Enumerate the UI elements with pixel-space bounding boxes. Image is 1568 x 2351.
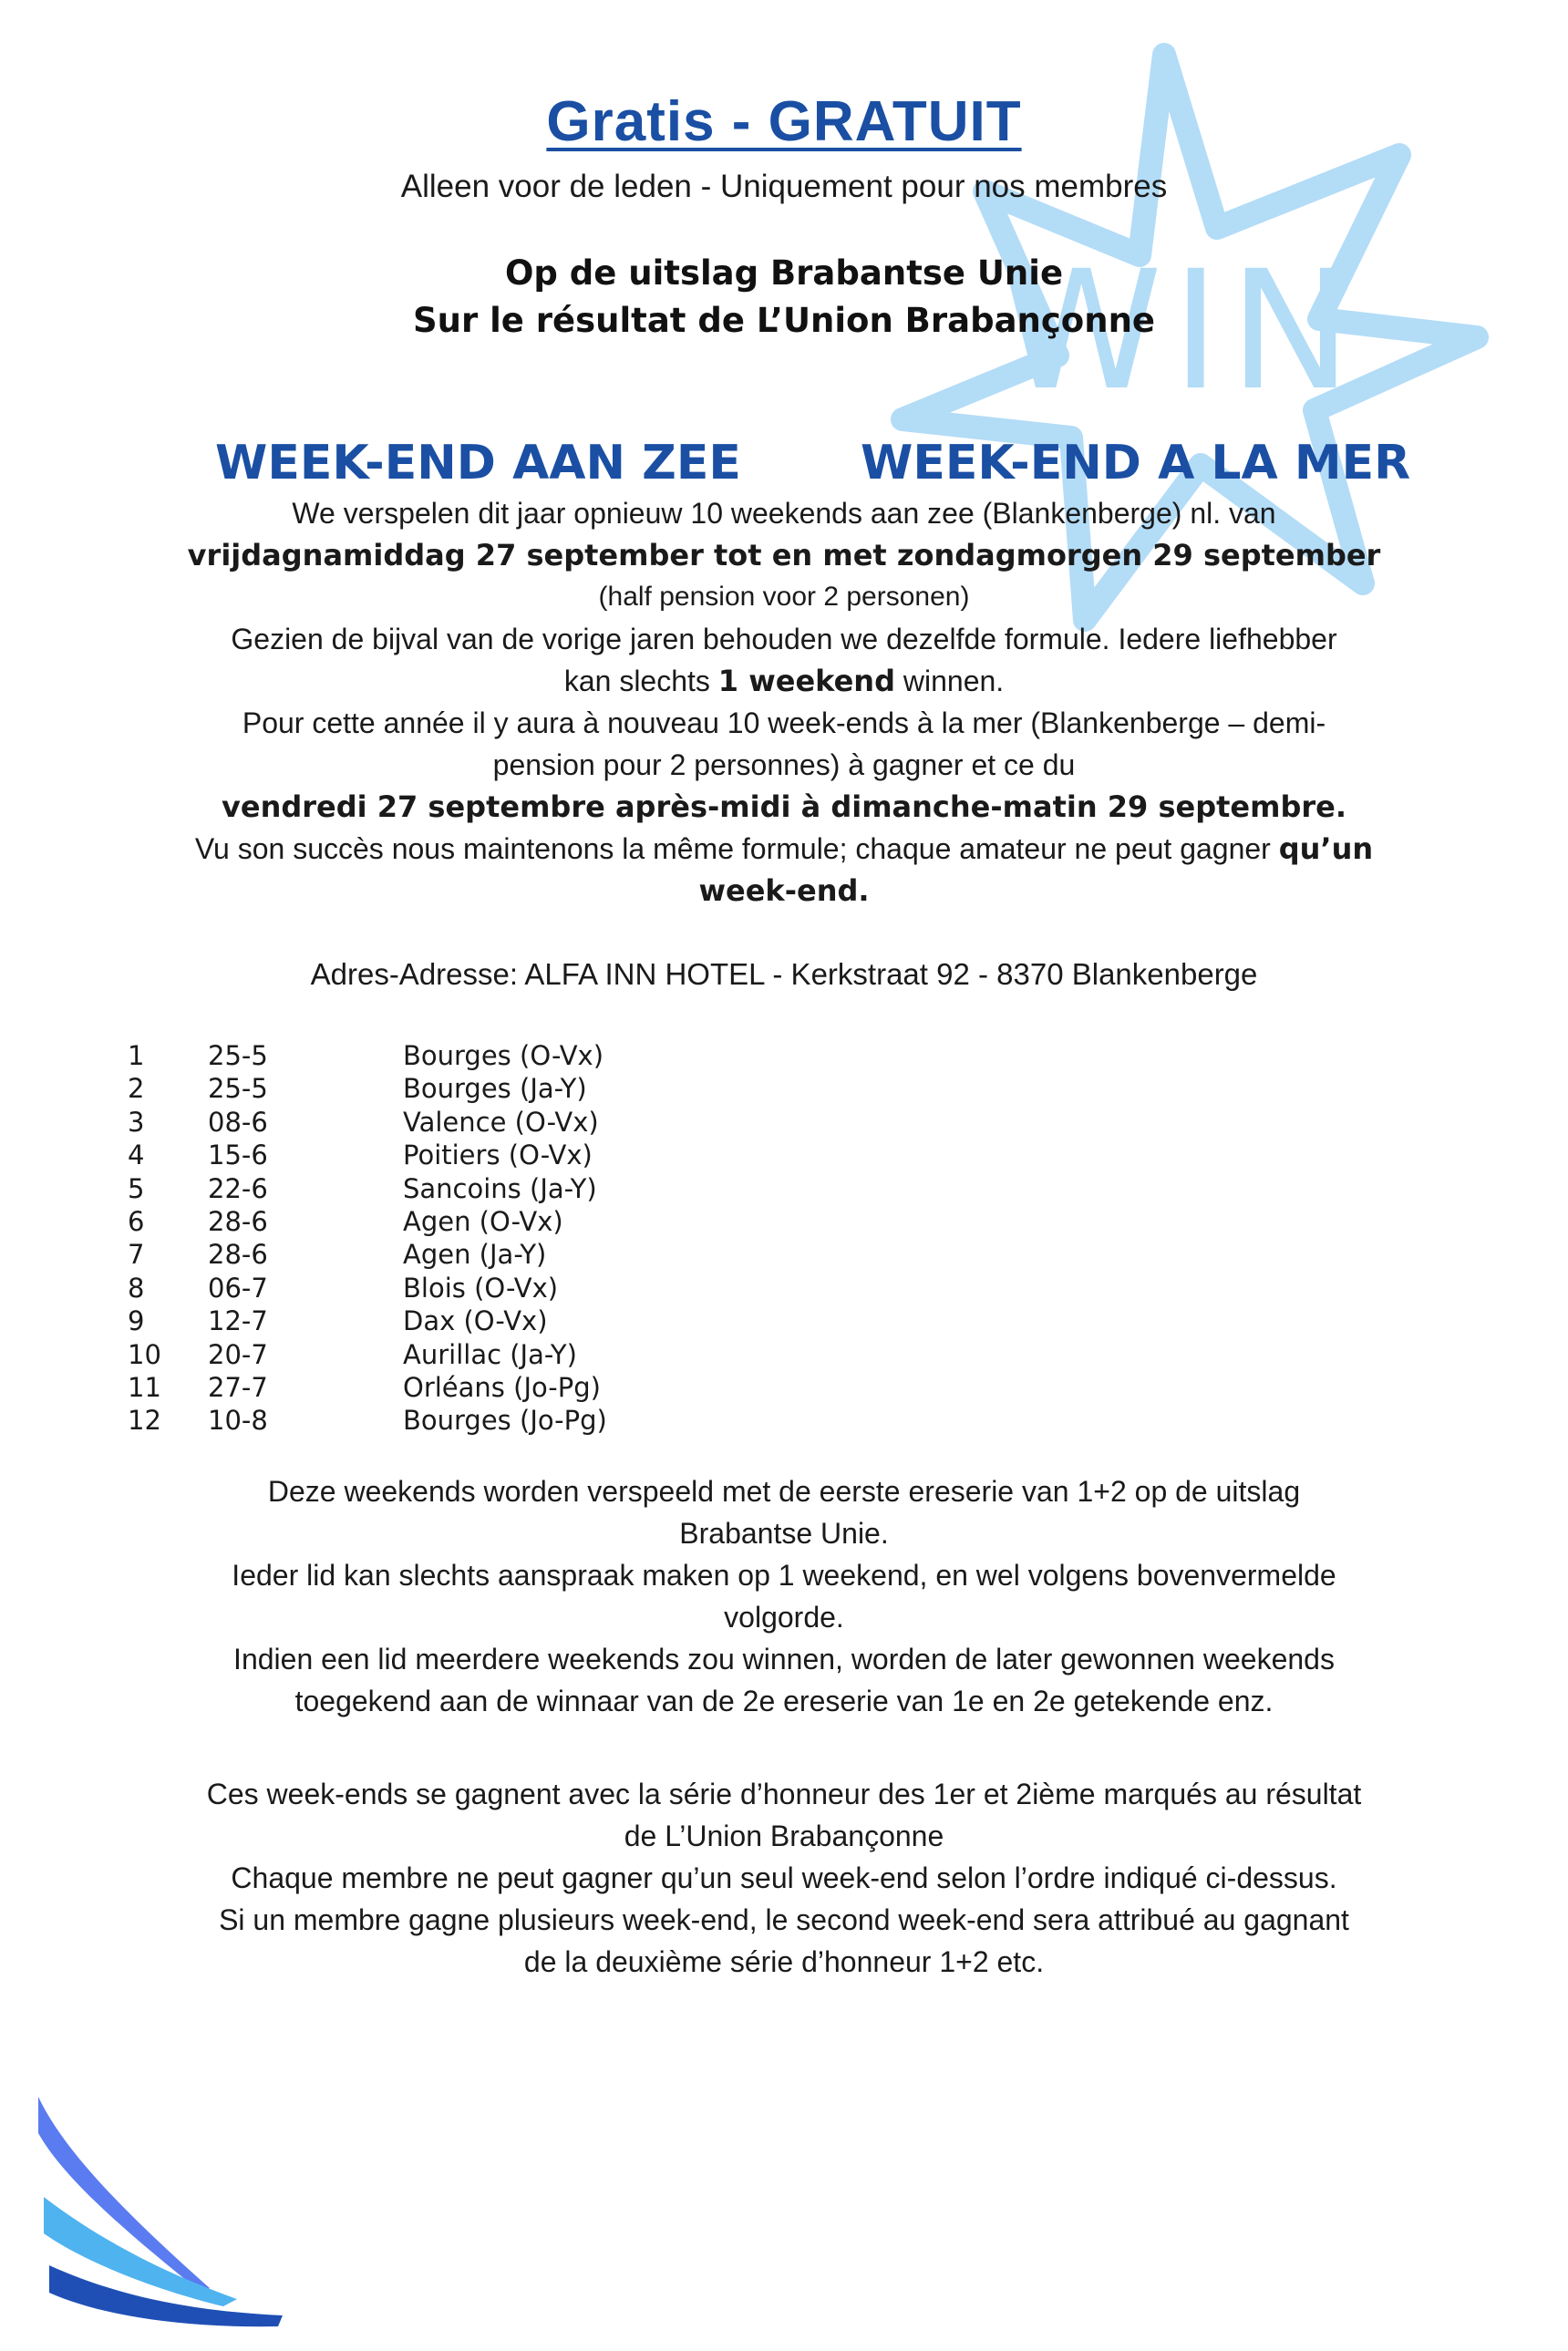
race-number: 11 bbox=[128, 1371, 161, 1403]
race-date: 08-6 bbox=[208, 1106, 268, 1138]
race-date: 10-8 bbox=[208, 1405, 268, 1437]
sail-logo-icon bbox=[27, 2097, 292, 2334]
rules-nl-line: Deze weekends worden verspeeld met de eerste ereserie van 1+2 op de uitslag bbox=[267, 1475, 1301, 1508]
race-date: 27-7 bbox=[208, 1371, 268, 1403]
race-date: 20-7 bbox=[208, 1338, 268, 1370]
rules-nl-line: Ieder lid kan slechts aanspraak maken op 1 weekend, en wel volgens bovenvermelde bbox=[232, 1559, 1336, 1592]
race-place: Poitiers (O-Vx) bbox=[403, 1139, 593, 1171]
race-number: 3 bbox=[128, 1106, 145, 1138]
race-place: Agen (O-Vx) bbox=[403, 1205, 563, 1237]
intro-nl-line3: Gezien de bijval van de vorige jaren behouden we dezelfde formule. Iedere liefhebber bbox=[231, 623, 1337, 655]
race-number: 8 bbox=[128, 1272, 145, 1304]
race-number: 6 bbox=[128, 1205, 145, 1237]
hotel-address: Adres-Adresse: ALFA INN HOTEL - Kerkstraat 92 - 8370 Blankenberge bbox=[310, 957, 1258, 991]
heading-fr: Sur le résultat de L’Union Brabançonne bbox=[412, 301, 1156, 340]
intro-block bbox=[0, 492, 1568, 912]
race-date: 25-5 bbox=[208, 1073, 268, 1105]
intro-fr-line5: week-end. bbox=[698, 873, 870, 908]
race-number: 4 bbox=[128, 1139, 145, 1171]
intro-fr-line4-pre: Vu son succès nous maintenons la même formule; chaque amateur ne peut gagner bbox=[194, 832, 1279, 865]
intro-fr-line2: pension pour 2 personnes) à gagner et ce du bbox=[492, 748, 1076, 781]
rules-nl-line: toegekend aan de winnaar van de 2e ereserie van 1e en 2e getekende enz. bbox=[294, 1685, 1274, 1717]
rules-fr-line: de la deuxième série d’honneur 1+2 etc. bbox=[523, 1945, 1045, 1978]
race-place: Bourges (O-Vx) bbox=[403, 1040, 604, 1071]
rules-fr-line: Si un membre gagne plusieurs week-end, le second week-end sera attribué au gagnant bbox=[219, 1903, 1349, 1936]
rules-fr-block bbox=[0, 1773, 1568, 1983]
race-place: Dax (O-Vx) bbox=[403, 1305, 548, 1337]
intro-nl-line4-pre: kan slechts bbox=[563, 665, 718, 697]
rules-fr-line: Chaque membre ne peut gagner qu’un seul week-end selon l’ordre indiqué ci-dessus. bbox=[231, 1861, 1337, 1894]
race-date: 12-7 bbox=[208, 1305, 268, 1337]
intro-fr-dates: vendredi 27 septembre après-midi à dimanche-matin 29 septembre. bbox=[222, 789, 1346, 824]
race-number: 5 bbox=[128, 1172, 145, 1204]
heading-nl: Op de uitslag Brabantse Unie bbox=[504, 253, 1064, 293]
subtitle: Alleen voor de leden - Uniquement pour nos membres bbox=[400, 169, 1168, 204]
weekend-heading-fr: WEEK-END A LA MER bbox=[861, 436, 1411, 490]
rules-nl-line: Brabantse Unie. bbox=[679, 1517, 889, 1550]
page-title bbox=[0, 89, 1568, 154]
rules-fr-line: de L’Union Brabançonne bbox=[624, 1820, 944, 1852]
intro-nl-line1: We verspelen dit jaar opnieuw 10 weekends aan zee (Blankenberge) nl. van bbox=[292, 497, 1276, 530]
race-place: Sancoins (Ja-Y) bbox=[403, 1172, 597, 1204]
race-date: 06-7 bbox=[208, 1272, 268, 1304]
weekend-heading-nl: WEEK-END AAN ZEE bbox=[215, 436, 741, 490]
rules-fr-line: Ces week-ends se gagnent avec la série d’honneur des 1er et 2ième marqués au résultat bbox=[206, 1778, 1362, 1810]
intro-nl-line4 bbox=[0, 660, 1568, 702]
intro-nl-line4-post: winnen. bbox=[894, 665, 1005, 697]
intro-nl-dates: vrijdagnamiddag 27 september tot en met zondagmorgen 29 september bbox=[187, 538, 1381, 572]
race-date: 28-6 bbox=[208, 1205, 268, 1237]
race-place: Bourges (Ja-Y) bbox=[403, 1073, 587, 1105]
race-date: 25-5 bbox=[208, 1040, 268, 1071]
race-place: Agen (Ja-Y) bbox=[403, 1239, 547, 1271]
race-place: Blois (O-Vx) bbox=[403, 1272, 559, 1304]
rules-nl-block bbox=[0, 1470, 1568, 1722]
intro-nl-line4-bold: 1 weekend bbox=[717, 664, 895, 698]
race-place: Orléans (Jo-Pg) bbox=[403, 1371, 601, 1403]
intro-fr-line4 bbox=[0, 828, 1568, 870]
rules-nl-line: volgorde. bbox=[724, 1601, 844, 1634]
page-title-text: Gratis - GRATUIT bbox=[546, 90, 1022, 153]
rules-nl-line: Indien een lid meerdere weekends zou winnen, worden de later gewonnen weekends bbox=[233, 1643, 1335, 1676]
race-place: Valence (O-Vx) bbox=[403, 1106, 599, 1138]
race-number: 12 bbox=[128, 1405, 161, 1437]
race-date: 22-6 bbox=[208, 1172, 268, 1204]
race-number: 2 bbox=[128, 1073, 145, 1105]
watermark-win-text: WIN bbox=[1000, 236, 1361, 427]
race-number: 7 bbox=[128, 1239, 145, 1271]
race-place: Aurillac (Ja-Y) bbox=[403, 1338, 577, 1370]
race-number: 10 bbox=[128, 1338, 161, 1370]
race-number: 1 bbox=[128, 1040, 145, 1071]
intro-nl-pension: (half pension voor 2 personen) bbox=[598, 582, 970, 612]
race-place: Bourges (Jo-Pg) bbox=[403, 1405, 607, 1437]
race-date: 28-6 bbox=[208, 1239, 268, 1271]
intro-fr-line4-bold: qu’un bbox=[1278, 831, 1374, 866]
race-date: 15-6 bbox=[208, 1139, 268, 1171]
race-number: 9 bbox=[128, 1305, 145, 1337]
intro-fr-line1: Pour cette année il y aura à nouveau 10 week-ends à la mer (Blankenberge – demi- bbox=[242, 706, 1326, 739]
